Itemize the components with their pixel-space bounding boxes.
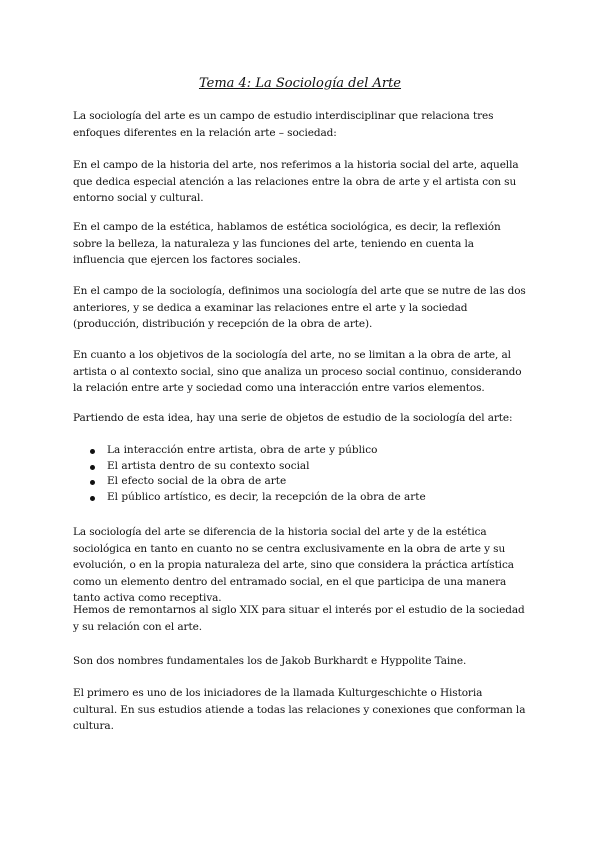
paragraph-objects-intro: Partiendo de esta idea, hay una serie de objetos de estudio de la sociología del arte: [73, 412, 513, 424]
paragraph-objectives: En cuanto a los objetivos de la sociología del arte, no se limitan a la obra de arte, al artista o al contexto social, sino que analiza un proceso social continuo, considerando la relación entre arte y sociedad como una interacción entre varios elementos. [73, 349, 522, 394]
list-item [73, 459, 528, 475]
bullet-icon [90, 449, 95, 454]
paragraph-history: En el campo de la historia del arte, nos referimos a la historia social del arte, aquella que dedica especial atención a las relaciones entre la obra de arte y el artista con su entorno social y cultural. [73, 159, 519, 204]
paragraph-nineteenth-century: Hemos de remontarnos al siglo XIX para situar el interés por el estudio de la sociedad y su relación con el arte. [73, 604, 525, 633]
paragraph-difference: La sociología del arte se diferencia de la historia social del arte y de la estética sociológica en tanto en cuanto no se centra exclusivamente en la obra de arte y su evolución, o en la propia naturaleza del arte, sino que considera la práctica artística como un elemento dentro del entramado social, en el que participa de una manera tanto activa como receptiva. [73, 526, 514, 604]
list-item-text: El público artístico, es decir, la recepción de la obra de arte [107, 490, 426, 503]
list-item [73, 474, 528, 490]
list-item [73, 490, 528, 506]
paragraph-sociology: En el campo de la sociología, definimos una sociología del arte que se nutre de las dos anteriores, y se dedica a examinar las relaciones entre el arte y la sociedad (producción, distribución y recepción de la obra de arte). [73, 285, 526, 330]
paragraph-aesthetics: En el campo de la estética, hablamos de estética sociológica, es decir, la reflexión sobre la belleza, la naturaleza y las funciones del arte, teniendo en cuenta la influencia que ejercen los factores sociales. [73, 221, 501, 266]
list-item [73, 443, 528, 459]
bullet-icon [90, 496, 95, 501]
list-item-text: La interacción entre artista, obra de arte y público [107, 444, 378, 456]
page-title: Tema 4: La Sociología del Arte [198, 76, 402, 91]
paragraph-names: Son dos nombres fundamentales los de Jakob Burkhardt e Hyppolite Taine. [73, 655, 467, 667]
paragraph-kulturgeschichte: El primero es uno de los iniciadores de la llamada Kulturgeschichte o Historia cultural. En sus estudios atiende a todas las relaciones y conexiones que conforman la cultura. [73, 687, 526, 732]
list-item-text: El artista dentro de su contexto social [107, 459, 310, 472]
objects-bullet-list [73, 443, 528, 505]
bullet-icon [90, 465, 95, 470]
paragraph-intro: La sociología del arte es un campo de estudio interdisciplinar que relaciona tres enfoques diferentes en la relación arte – sociedad: [73, 110, 494, 139]
bullet-icon [90, 480, 95, 485]
list-item-text: El efecto social de la obra de arte [107, 475, 287, 488]
